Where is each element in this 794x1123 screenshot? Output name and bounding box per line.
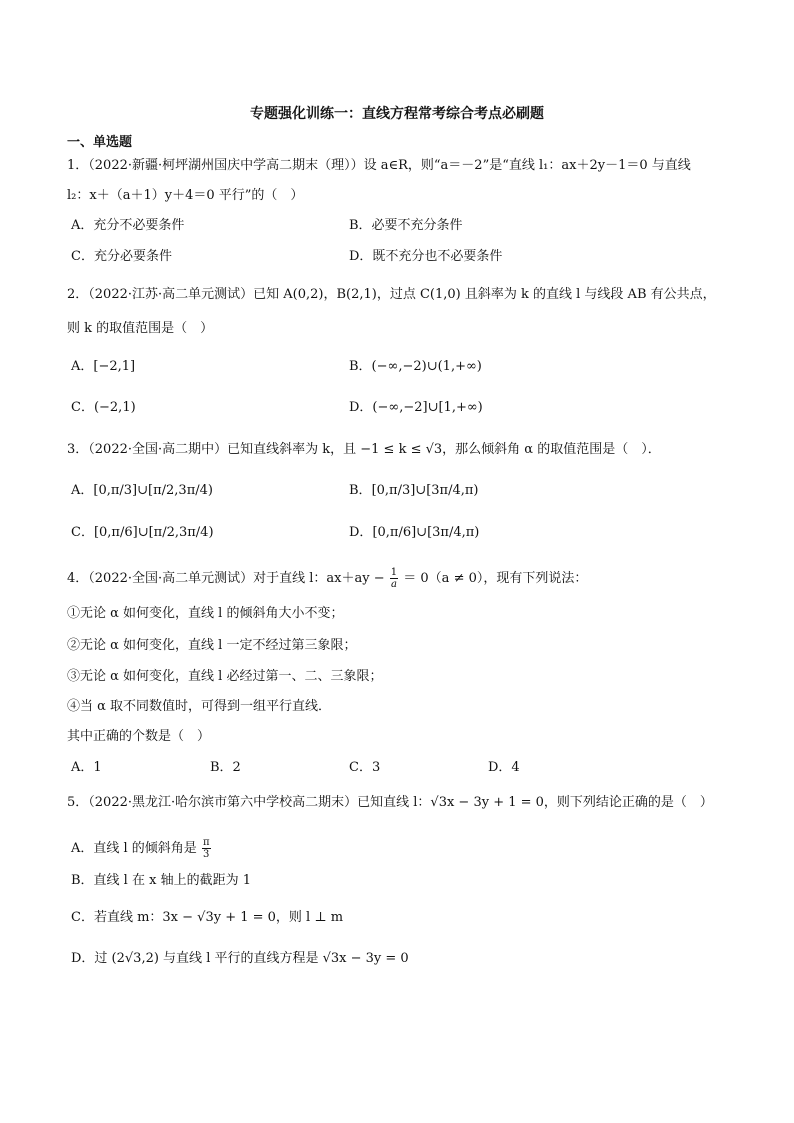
- q4-stem-part2: ＝ 0（a ≠ 0），现有下列说法：: [403, 571, 588, 586]
- q1-option-b: B．必要不充分条件: [349, 218, 463, 233]
- q4-statement-4: ④当 α 取不同数值时，可得到一组平行直线．: [67, 699, 332, 714]
- q2-option-a: A．[−2,1]: [71, 359, 136, 374]
- q4-option-b: B．2: [210, 760, 241, 775]
- q4-statement-2: ②无论 α 如何变化，直线 l 一定不经过第三象限；: [67, 638, 357, 653]
- q2-stem-line2: 则 k 的取值范围是（ ）: [67, 321, 214, 336]
- q2-stem-line1: 2．（2022·江苏·高二单元测试）已知 A(0,2)，B(2,1)，过点 C(1,0) 且斜率为 k 的直线 l 与线段 AB 有公共点，: [67, 287, 716, 302]
- q4-option-d: D．4: [488, 760, 520, 775]
- q5-option-c: C．若直线 m：3x − √3y + 1 = 0，则 l ⊥ m: [71, 910, 344, 925]
- q3-option-c: [71, 524, 214, 542]
- q5-stem: 5．（2022·黑龙江·哈尔滨市第六中学校高二期末）已知直线 l：√3x − 3y + 1 = 0，则下列结论正确的是（ ）: [67, 795, 713, 810]
- q1-stem-line1: 1．（2022·新疆·柯坪湖州国庆中学高二期末（理））设 a∈R，则“a＝－2”是“直线 l₁：ax＋2y－1＝0 与直线: [67, 158, 691, 173]
- q2-option-c: C．(−2,1): [71, 400, 136, 415]
- q3-option-d-expr: [0,π/6]∪[3π/4,π): [372, 525, 480, 540]
- q3-option-b-expr: [0,π/3]∪[3π/4,π): [371, 483, 479, 498]
- q3-option-a-expr: [0,π/3]∪[π/2,3π/4): [93, 483, 213, 498]
- q5-option-d: D．过 (2√3,2) 与直线 l 平行的直线方程是 √3x − 3y = 0: [71, 951, 409, 966]
- q2-option-b: B．(−∞,−2)∪(1,+∞): [349, 359, 482, 374]
- q5-option-a: [71, 837, 212, 860]
- q4-option-a: A．1: [71, 760, 102, 775]
- q3-stem: 3．（2022·全国·高二期中）已知直线斜率为 k，且 −1 ≤ k ≤ √3，那么倾斜角 α 的取值范围是（ ）．: [67, 442, 661, 457]
- q3-option-d: [349, 524, 479, 542]
- q4-option-c: C．3: [349, 760, 381, 775]
- q4-fraction: $\frac{1}{a}$: [390, 567, 398, 590]
- q4-question: 其中正确的个数是（ ）: [67, 729, 211, 744]
- q4-stem: [67, 567, 587, 590]
- section-heading: 一、单选题: [67, 135, 133, 150]
- q3-option-d-label: D．: [349, 525, 373, 540]
- q5-option-b: B．直线 l 在 x 轴上的截距为 1: [71, 873, 251, 888]
- q5-option-a-fraction: $\frac{\pi}{3}$: [202, 837, 210, 860]
- q3-option-b: [349, 482, 478, 500]
- q3-option-c-expr: [0,π/6]∪[π/2,3π/4): [93, 525, 214, 540]
- q5-option-a-text: A．直线 l 的倾斜角是: [71, 841, 197, 856]
- page-title: 专题强化训练一：直线方程常考综合考点必刷题: [250, 106, 544, 122]
- q3-option-b-label: B．: [349, 483, 372, 498]
- q3-option-c-label: C．: [71, 525, 94, 540]
- q4-statement-1: ①无论 α 如何变化，直线 l 的倾斜角大小不变；: [67, 606, 344, 621]
- q2-option-d: D．(−∞,−2]∪[1,+∞): [349, 400, 483, 415]
- q1-stem-line2: l₂：x＋（a＋1）y＋4＝0 平行”的（ ）: [67, 188, 304, 203]
- q4-statement-3: ③无论 α 如何变化，直线 l 必经过第一、二、三象限；: [67, 669, 383, 684]
- q4-stem-part1: 4．（2022·全国·高二单元测试）对于直线 l：ax＋ay −: [67, 571, 385, 586]
- q1-option-a: A．充分不必要条件: [71, 218, 185, 233]
- q1-option-c: C．充分必要条件: [71, 249, 172, 264]
- q3-option-a-label: A．: [71, 483, 94, 498]
- q3-option-a: [71, 482, 213, 500]
- q1-option-d: D．既不充分也不必要条件: [349, 249, 503, 264]
